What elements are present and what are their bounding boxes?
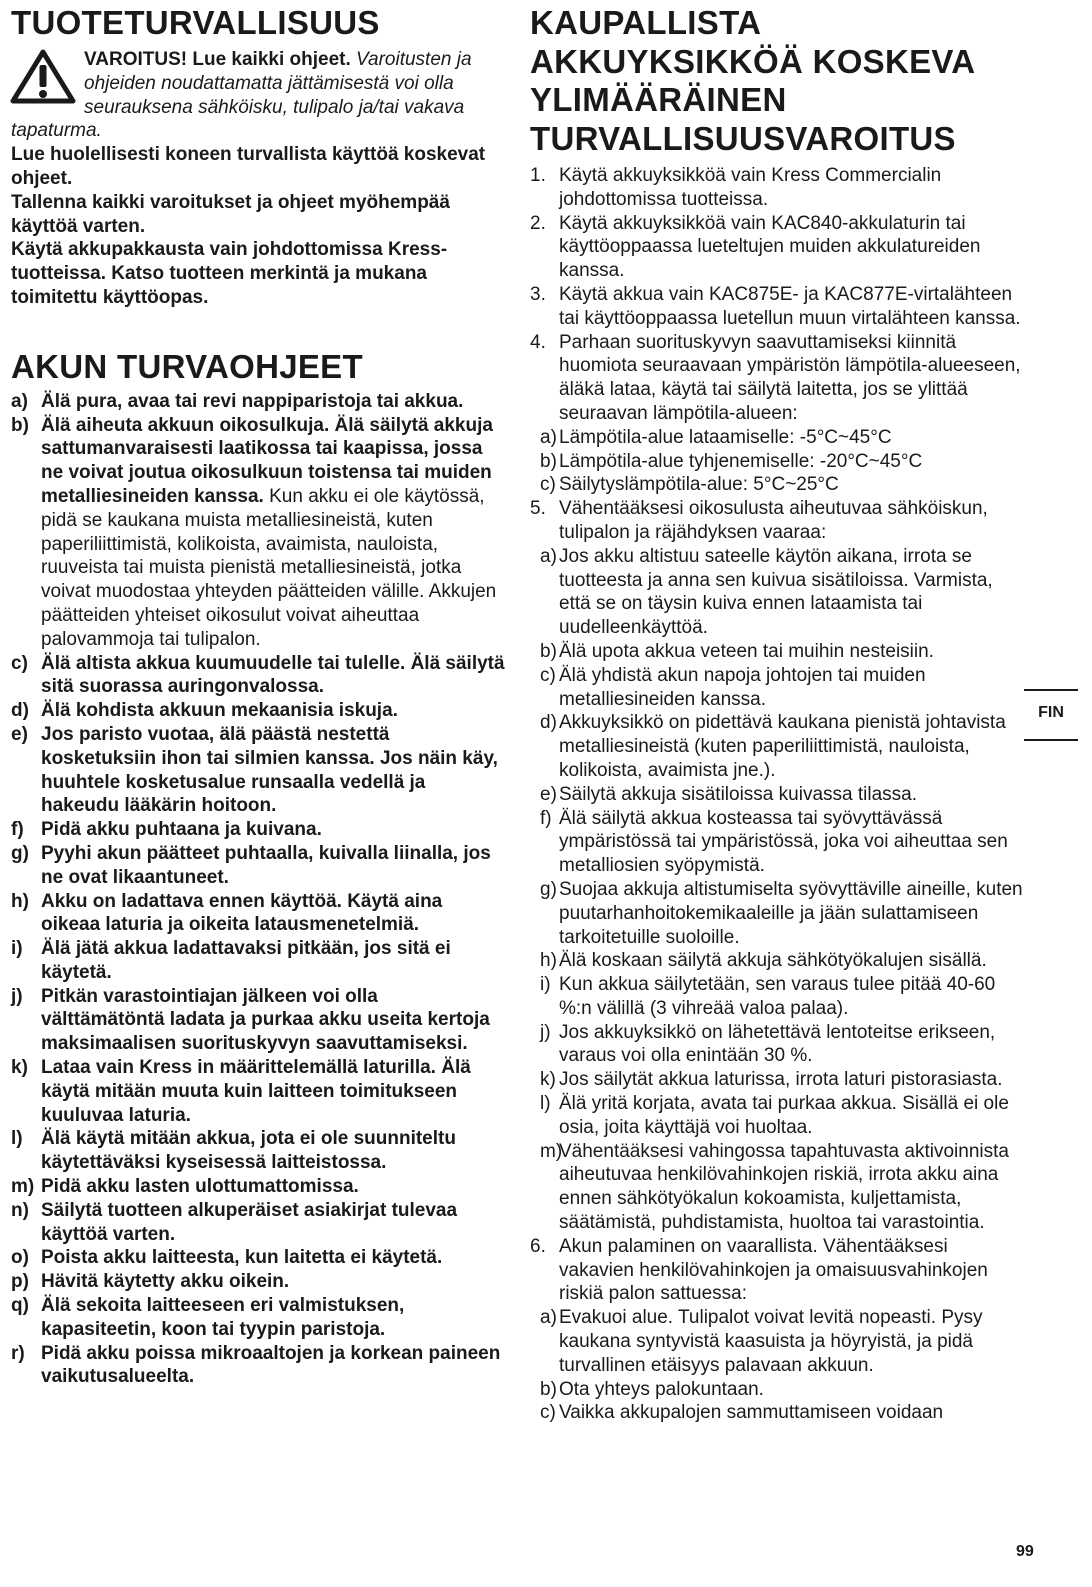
item-label: d) <box>11 700 29 722</box>
sub-item-text: Lämpötila-alue lataamiselle: -5°C~45°C <box>559 426 892 448</box>
page-number: 99 <box>1016 1543 1034 1560</box>
item-label: b) <box>11 414 29 436</box>
item-bold-text: Älä pura, avaa tai revi nappiparistoja tai akkua. <box>41 390 464 412</box>
sub-item-text: Älä yritä korjata, avata tai purkaa akkua. Sisällä ei ole osia, joita käyttäjä voi huoltaa. <box>559 1093 1009 1138</box>
battery-safety-item <box>11 1270 506 1294</box>
warning-item <box>530 331 1025 498</box>
sub-item <box>540 1401 1025 1425</box>
sub-item-label: h) <box>540 950 557 972</box>
battery-safety-item <box>11 1056 506 1127</box>
sub-item-text: Evakuoi alue. Tulipalot voivat levitä nopeasti. Pysy kaukana syntyvistä kaasuista ja höyryistä, ja pidä turvallinen etäisyys palavaan akkuun. <box>559 1307 983 1376</box>
item-label: l) <box>11 1128 23 1150</box>
item-text: Käytä akkua vain KAC875E- ja KAC877E-virtalähteen tai käyttöoppaassa luetellun muun virtalähteen kanssa. <box>559 283 1021 329</box>
warning-item <box>530 283 1025 331</box>
sub-item <box>540 949 1025 973</box>
item-bold-text: Poista akku laitteesta, kun laitetta ei käytetä. <box>41 1247 443 1269</box>
sub-item-text: Kun akkua säilytetään, sen varaus tulee pitää 40-60 %:n välillä (3 vihreää valoa palaa). <box>559 974 996 1019</box>
battery-safety-item <box>11 1127 506 1175</box>
item-label: i) <box>11 938 23 960</box>
item-number: 3. <box>530 283 546 305</box>
item-label: e) <box>11 723 28 745</box>
item-bold-text: Pidä akku puhtaana ja kuivana. <box>41 819 322 841</box>
item-label: g) <box>11 842 29 864</box>
item-label: k) <box>11 1057 28 1079</box>
battery-safety-item <box>11 1175 506 1199</box>
item-number: 5. <box>530 498 546 520</box>
warning-italic-text: Varoitusten ja ohjeiden noudattamatta jättämisestä voi olla seurauksena sähköisku, tulipalo ja/tai vakava tapaturma. <box>11 49 472 142</box>
item-number: 1. <box>530 165 546 186</box>
sub-item <box>540 1306 1025 1377</box>
sub-item-text: Vaikka akkupalojen sammuttamiseen voidaan <box>559 1402 944 1424</box>
sub-item <box>540 711 1025 782</box>
battery-safety-item <box>11 699 506 723</box>
battery-safety-item <box>11 842 506 890</box>
item-bold-text: Akku on ladattava ennen käyttöä. Käytä aina oikeaa laturia ja oikeita latausmenetelmiä. <box>41 890 443 936</box>
sub-item-label: a) <box>540 426 557 448</box>
warning-triangle-icon <box>10 49 76 105</box>
battery-safety-item <box>11 890 506 938</box>
item-text: Parhaan suorituskyvyn saavuttamiseksi kiinnitä huomiota seuraavaan ympäristön lämpötila-alueeseen, äläkä lataa, käytä tai säilytä laitetta, jos se ylittää seuraavan lämpötila-alueen: <box>559 331 1021 424</box>
battery-safety-item <box>11 937 506 985</box>
sub-item-label: e) <box>540 783 557 805</box>
sub-list <box>540 426 1025 497</box>
item-bold-text: Älä altista akkua kuumuudelle tai tulelle. Älä säilytä sitä suorassa auringonvalossa. <box>41 652 505 698</box>
sub-item-label: c) <box>540 664 556 686</box>
sub-item-text: Älä koskaan säilytä akkuja sähkötyökalujen sisällä. <box>559 950 987 972</box>
sub-item-text: Älä upota akkua veteen tai muihin nesteisiin. <box>559 640 934 662</box>
warning-block <box>11 48 506 143</box>
battery-safety-list <box>11 390 506 1389</box>
item-label: c) <box>11 652 28 674</box>
sub-item <box>540 664 1025 712</box>
sub-list <box>540 1306 1025 1425</box>
item-text: Vähentääksesi oikosulusta aiheutuvaa sähköiskun, tulipalon ja räjähdyksen vaaraa: <box>559 498 988 543</box>
sub-item-label: a) <box>540 545 557 567</box>
additional-warning-list <box>530 164 1025 1425</box>
right-column <box>530 0 1025 1425</box>
sub-item-text: Jos akku altistuu sateelle käytön aikana, irrota se tuotteesta ja anna sen kuivua sisätiloissa. Varmista, että se on täysin kuiva ennen lataamista tai uudelleenkäyttöä. <box>559 545 993 639</box>
safety-paragraph: Tallenna kaikki varoitukset ja ohjeet myöhempää käyttöä varten. <box>11 191 450 237</box>
sub-item-label: g) <box>540 878 557 900</box>
sub-item-label: b) <box>540 1378 557 1400</box>
sub-item-text: Älä säilytä akkua kosteassa tai syövyttävässä ympäristössä tai ympäristössä, joka voi aiheuttaa sen metalliosien syöpymistä. <box>559 807 1008 877</box>
item-label: n) <box>11 1199 29 1221</box>
sub-item-label: j) <box>540 1021 551 1043</box>
heading-additional-warning: KAUPALLISTA AKKUYKSIKKÖÄ KOSKEVA YLIMÄÄRÄINEN TURVALLISUUSVAROITUS <box>530 4 975 157</box>
battery-safety-item <box>11 985 506 1056</box>
item-text: Käytä akkuyksikköä vain KAC840-akkulaturin tai käyttöoppaassa lueteltujen muiden akkulatureiden kanssa. <box>559 212 981 282</box>
item-bold-text: Älä sekoita laitteeseen eri valmistuksen, kapasiteetin, koon tai tyypin paristoja. <box>41 1295 405 1340</box>
heading-battery-safety: AKUN TURVAOHJEET <box>11 347 363 385</box>
sub-item-label: f) <box>540 807 552 829</box>
sub-item-label: l) <box>540 1093 551 1115</box>
sub-item-text: Suojaa akkuja altistumiselta syövyttäville aineille, kuten puutarhanhoitokemikaaleille ja jään sulattamiseen tarkoitetuille suoloille. <box>559 878 1023 948</box>
sub-item <box>540 1068 1025 1092</box>
sub-item <box>540 878 1025 949</box>
warning-item <box>530 497 1025 1235</box>
sub-item <box>540 807 1025 878</box>
item-bold-text: Pidä akku poissa mikroaaltojen ja korkean paineen vaikutusalueelta. <box>41 1342 501 1388</box>
warning-item <box>530 1235 1025 1425</box>
item-text: Akun palaminen on vaarallista. Vähentääksesi vakavien henkilövahinkojen ja omaisuusvahinkojen riskiä palon sattuessa: <box>559 1235 988 1305</box>
battery-safety-item <box>11 1342 506 1390</box>
item-text: Käytä akkuyksikköä vain Kress Commercialin johdottomissa tuotteissa. <box>559 165 942 210</box>
sub-list <box>540 545 1025 1235</box>
warning-item <box>530 164 1025 212</box>
item-label: h) <box>11 890 29 912</box>
battery-safety-item <box>11 818 506 842</box>
item-number: 4. <box>530 331 546 353</box>
sub-item-label: b) <box>540 640 557 662</box>
sub-item-text: Jos säilytät akkua laturissa, irrota laturi pistorasiasta. <box>559 1069 1003 1091</box>
item-bold-text: Älä kohdista akkuun mekaanisia iskuja. <box>41 700 398 722</box>
sub-item-label: a) <box>540 1307 557 1329</box>
sub-item-text: Akkuyksikkö on pidettävä kaukana pienistä johtavista metalliesineistä (kuten paperiliittimistä, nauloista, kolikoista, avaimista jne.). <box>559 712 1006 781</box>
item-label: f) <box>11 819 24 841</box>
warning-item <box>530 212 1025 283</box>
item-number: 6. <box>530 1235 546 1257</box>
sub-item <box>540 783 1025 807</box>
item-label: p) <box>11 1271 29 1293</box>
battery-safety-item <box>11 390 506 414</box>
sub-item-text: Älä yhdistä akun napoja johtojen tai muiden metalliesineiden kanssa. <box>559 664 926 710</box>
item-label: q) <box>11 1295 29 1317</box>
item-bold-text: Pidä akku lasten ulottumattomissa. <box>41 1176 359 1198</box>
sub-item <box>540 1378 1025 1402</box>
sub-item-label: c) <box>540 1402 556 1424</box>
sub-item-label: m) <box>540 1140 563 1162</box>
battery-safety-item <box>11 1246 506 1270</box>
sub-item <box>540 473 1025 497</box>
sub-item <box>540 640 1025 664</box>
sub-item-text: Jos akkuyksikkö on lähetettävä lentoteitse erikseen, varaus voi olla enintään 30 %. <box>559 1021 996 1067</box>
left-column <box>11 0 506 1389</box>
item-bold-text: Älä aiheuta akkuun oikosulkuja. Älä säilytä akkuja sattumanvaraisesti laatikossa tai kaapissa, jossa ne voivat joutua oikosulkuun toistensa tai muiden metalliesineiden kanssa. <box>41 414 493 507</box>
sub-item-text: Lämpötila-alue tyhjenemiselle: -20°C~45°C <box>559 450 923 472</box>
sub-item-label: i) <box>540 974 551 996</box>
battery-safety-item <box>11 414 506 652</box>
language-tab: FIN <box>1024 689 1078 741</box>
sub-item-text: Vähentääksesi vahingossa tapahtuvasta aktivoinnista aiheutuvaa henkilövahinkojen riskiä, irrota akku aina ennen sähkötyökalun kokoamista, kuljettamista, säätämistä, puhdistamista, huoltoa tai varastointia. <box>559 1140 1009 1234</box>
item-bold-text: Lataa vain Kress in määrittelemällä laturilla. Älä käytä mitään muuta kuin laitteen toimitukseen kuuluvaa laturia. <box>41 1057 471 1126</box>
sub-item <box>540 545 1025 640</box>
sub-item <box>540 450 1025 474</box>
battery-safety-item <box>11 723 506 818</box>
battery-safety-item <box>11 1294 506 1342</box>
item-bold-text: Hävitä käytetty akku oikein. <box>41 1271 290 1293</box>
item-bold-text: Jos paristo vuotaa, älä päästä nestettä kosketuksiin ihon tai silmien kanssa. Jos näin käy, huuhtele kosketusalue runsaalla vedellä ja hakeudu lääkärin hoitoon. <box>41 723 498 817</box>
heading-product-safety: TUOTETURVALLISUUS <box>11 4 380 41</box>
battery-safety-item <box>11 1199 506 1247</box>
item-number: 2. <box>530 212 546 234</box>
warning-bold-text: VAROITUS! Lue kaikki ohjeet. <box>84 49 351 70</box>
sub-item <box>540 973 1025 1021</box>
sub-item-text: Ota yhteys palokuntaan. <box>559 1378 764 1400</box>
battery-safety-item <box>11 652 506 700</box>
safety-paragraph: Käytä akkupakkausta vain johdottomissa Kress-tuotteissa. Katso tuotteen merkintä ja mukana toimitettu käyttöopas. <box>11 239 448 308</box>
item-label: m) <box>11 1176 35 1198</box>
sub-item <box>540 1092 1025 1140</box>
item-label: j) <box>11 985 23 1007</box>
item-bold-text: Pyyhi akun päätteet puhtaalla, kuivalla liinalla, jos ne ovat likaantuneet. <box>41 842 491 888</box>
item-label: a) <box>11 390 28 412</box>
sub-item-label: b) <box>540 450 557 472</box>
sub-item-text: Säilytä akkuja sisätiloissa kuivassa tilassa. <box>559 783 917 805</box>
item-bold-text: Älä käytä mitään akkua, jota ei ole suunniteltu käytettäväksi kyseisessä laitteistossa. <box>41 1128 456 1174</box>
item-label: o) <box>11 1247 29 1269</box>
sub-item <box>540 1140 1025 1235</box>
sub-item <box>540 1021 1025 1069</box>
sub-item <box>540 426 1025 450</box>
item-bold-text: Älä jätä akkua ladattavaksi pitkään, jos sitä ei käytetä. <box>41 938 451 983</box>
item-bold-text: Säilytä tuotteen alkuperäiset asiakirjat tulevaa käyttöä varten. <box>41 1199 458 1245</box>
item-label: r) <box>11 1342 25 1364</box>
item-bold-text: Pitkän varastointiajan jälkeen voi olla välttämätöntä ladata ja purkaa akku useita kertoja maksimaalisen suorituskyvyn saavuttamiseksi. <box>41 985 490 1055</box>
item-normal-text: Kun akku ei ole käytössä, pidä se kaukana muista metalliesineistä, kuten paperiliittimistä, kolikoista, avaimista, nauloista, ruuveista tai muista pienistä metalliesineistä, jotka voivat muodostaa yhteyden päätteiden välille. Akkujen päätteiden yhteiset oikosulut voivat aiheuttaa palovammoja tai tulipalon. <box>41 485 497 650</box>
sub-item-text: Säilytyslämpötila-alue: 5°C~25°C <box>559 474 839 496</box>
sub-item-label: k) <box>540 1069 556 1091</box>
safety-paragraph: Lue huolellisesti koneen turvallista käyttöä koskevat ohjeet. <box>11 144 486 189</box>
sub-item-label: d) <box>540 712 557 734</box>
sub-item-label: c) <box>540 474 556 496</box>
